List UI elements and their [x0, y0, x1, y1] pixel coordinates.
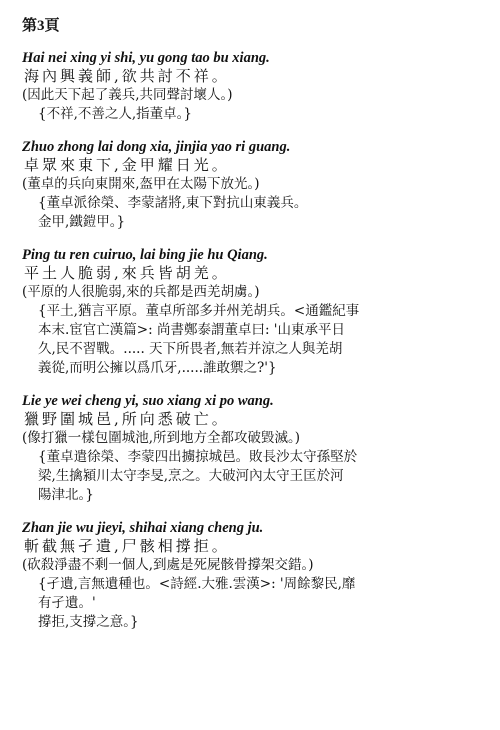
- stanza-4: [22, 392, 476, 505]
- translation-line: (董卓的兵向東開來,盔甲在太陽下放光。): [22, 176, 260, 192]
- annotation-line: {不祥,不善之人,指董卓。}: [38, 106, 193, 122]
- annotation-line: 梁,生擒潁川太守李旻,烹之。大破河內太守王匡於河: [38, 468, 344, 484]
- poem-line: 平土人脆弱,來兵皆胡羌。: [24, 264, 230, 282]
- annotation-line: 本末.宦官亡漢篇>: 尚書鄭泰謂董卓曰: '山東承平日: [38, 322, 345, 338]
- annotation-line: 義從,而明公擁以爲爪牙,.....誰敢禦之?'}: [38, 360, 277, 376]
- pinyin-line: Lie ye wei cheng yi, suo xiang xi po wang.: [22, 393, 274, 409]
- stanza-3: [22, 246, 476, 378]
- translation-line: (像打獵一樣包圍城池,所到地方全都攻破毀滅。): [22, 430, 301, 446]
- annotation: [38, 302, 476, 378]
- translation-line: (砍殺淨盡不剩一個人,到處是死屍骸骨撐架交錯。): [22, 557, 314, 573]
- annotation-line: 有孑遺。': [38, 595, 96, 611]
- annotation-line: {董卓遣徐榮、李蒙四出擄掠城邑。敗長沙太守孫堅於: [38, 449, 358, 465]
- annotation-line: {平土,猶言平原。董卓所部多并州羌胡兵。<通鑑紀事: [38, 303, 360, 319]
- annotation: [38, 448, 476, 505]
- translation-line: (平原的人很脆弱,來的兵都是西羌胡虜。): [22, 284, 260, 300]
- poem-line: 卓眾來東下,金甲耀日光。: [24, 156, 230, 174]
- annotation-line: 久,民不習戰。..... 天下所畏者,無若并涼之人與羌胡: [38, 341, 343, 357]
- pinyin-line: Ping tu ren cuiruo, lai bing jie hu Qiang.: [22, 247, 268, 263]
- annotation-line: 金甲,鐵鎧甲。}: [38, 214, 126, 230]
- annotation-line: {孑遺,言無遺種也。<詩經.大雅.雲漢>: '周餘黎民,靡: [38, 576, 356, 592]
- pinyin-line: Zhuo zhong lai dong xia, jinjia yao ri guang.: [22, 139, 291, 155]
- poem-line: 海內興義師,欲共討不祥。: [24, 67, 230, 85]
- stanza-5: [22, 519, 476, 632]
- poem-line: 斬截無孑遺,尸骸相撐拒。: [24, 537, 230, 555]
- stanza-2: [22, 138, 476, 232]
- annotation-line: {董卓派徐榮、李蒙諸將,東下對抗山東義兵。: [38, 195, 308, 211]
- translation-line: (因此天下起了義兵,共同聲討壞人。): [22, 87, 233, 103]
- poem-line: 獵野圍城邑,所向悉破亡。: [24, 410, 230, 428]
- page-number: 第3頁: [22, 18, 60, 34]
- annotation: [38, 194, 476, 232]
- pinyin-line: Zhan jie wu jieyi, shihai xiang cheng ju.: [22, 520, 264, 536]
- pinyin-line: Hai nei xing yi shi, yu gong tao bu xiang.: [22, 50, 270, 66]
- annotation-line: 撐拒,支撐之意。}: [38, 614, 139, 630]
- annotation: [38, 105, 476, 124]
- stanza-1: [22, 49, 476, 124]
- annotation-line: 陽津北。}: [38, 487, 94, 503]
- annotation: [38, 575, 476, 632]
